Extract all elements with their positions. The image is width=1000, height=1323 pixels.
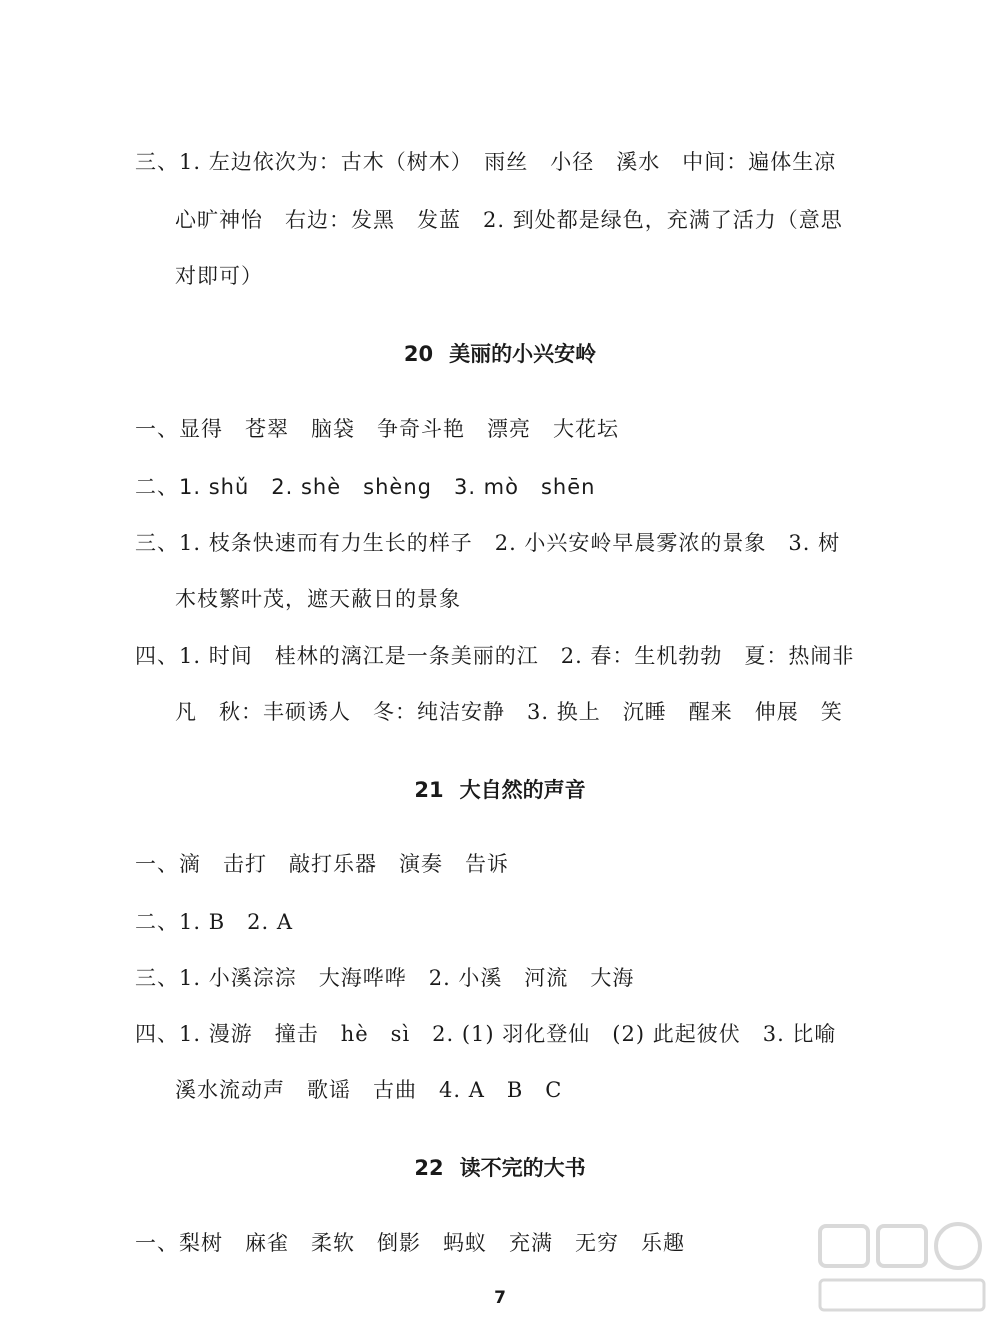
section-heading <box>0 780 1000 801</box>
answer-line <box>135 912 293 933</box>
answer-line <box>135 968 634 989</box>
answer-line <box>135 533 840 554</box>
answer-text: 溪水流动声 歌谣 古曲 4. A B C <box>175 1078 563 1102</box>
answer-text: 木枝繁叶茂，遮天蔽日的景象 <box>175 587 461 611</box>
answer-text: 梨树 麻雀 柔软 倒影 蚂蚁 充满 无穷 乐趣 <box>179 1231 685 1255</box>
answer-text: 显得 苍翠 脑袋 争奇斗艳 漂亮 大花坛 <box>179 417 619 441</box>
section-heading <box>0 1158 1000 1179</box>
question-label: 四、 <box>135 644 179 668</box>
question-label: 一、 <box>135 417 179 441</box>
answer-line <box>135 152 836 173</box>
answer-text: 心旷神怡 右边：发黑 发蓝 2. 到处都是绿色，充满了活力（意思 <box>175 208 843 232</box>
page-number: 7 <box>494 1288 506 1308</box>
answer-line <box>175 266 263 287</box>
question-label: 四、 <box>135 1022 179 1046</box>
section-number: 21 <box>414 778 444 802</box>
question-label: 三、 <box>135 150 179 174</box>
question-label: 三、 <box>135 531 179 555</box>
answer-line <box>135 854 509 875</box>
section-title: 大自然的声音 <box>459 778 586 802</box>
answer-line <box>135 419 619 440</box>
answer-text: 1. 枝条快速而有力生长的样子 2. 小兴安岭早晨雾浓的景象 3. 树 <box>179 531 841 555</box>
answer-text: 滴 击打 敲打乐器 演奏 告诉 <box>179 852 509 876</box>
answer-text: 1. shǔ 2. shè shèng 3. mò shēn <box>179 475 596 499</box>
section-number: 22 <box>414 1156 444 1180</box>
answer-line <box>135 477 595 498</box>
question-label: 三、 <box>135 966 179 990</box>
section-title: 美丽的小兴安岭 <box>449 342 597 366</box>
question-label: 一、 <box>135 1231 179 1255</box>
answer-text: 凡 秋：丰硕诱人 冬：纯洁安静 3. 换上 沉睡 醒来 伸展 笑 <box>175 700 843 724</box>
answer-line <box>175 589 461 610</box>
question-label: 二、 <box>135 910 179 934</box>
answer-text: 1. 漫游 撞击 hè sì 2. (1) 羽化登仙 (2) 此起彼伏 3. 比喻 <box>179 1022 837 1046</box>
answer-text: 1. 时间 桂林的漓江是一条美丽的江 2. 春：生机勃勃 夏：热闹非 <box>179 644 855 668</box>
answer-line <box>175 1080 562 1101</box>
section-title: 读不完的大书 <box>459 1156 586 1180</box>
answer-line <box>175 210 843 231</box>
answer-text: 对即可） <box>175 264 263 288</box>
answer-line <box>135 1233 685 1254</box>
answer-text: 1. B 2. A <box>179 910 294 934</box>
answer-text: 1. 小溪淙淙 大海哗哗 2. 小溪 河流 大海 <box>179 966 635 990</box>
watermark-logo <box>812 1218 992 1318</box>
question-label: 二、 <box>135 475 179 499</box>
answer-line <box>175 702 843 723</box>
answer-line <box>135 1024 836 1045</box>
answer-text: 1. 左边依次为：古木（树木） 雨丝 小径 溪水 中间：遍体生凉 <box>179 150 837 174</box>
question-label: 一、 <box>135 852 179 876</box>
section-heading <box>0 344 1000 365</box>
answer-line <box>135 646 854 667</box>
section-number: 20 <box>403 342 434 366</box>
